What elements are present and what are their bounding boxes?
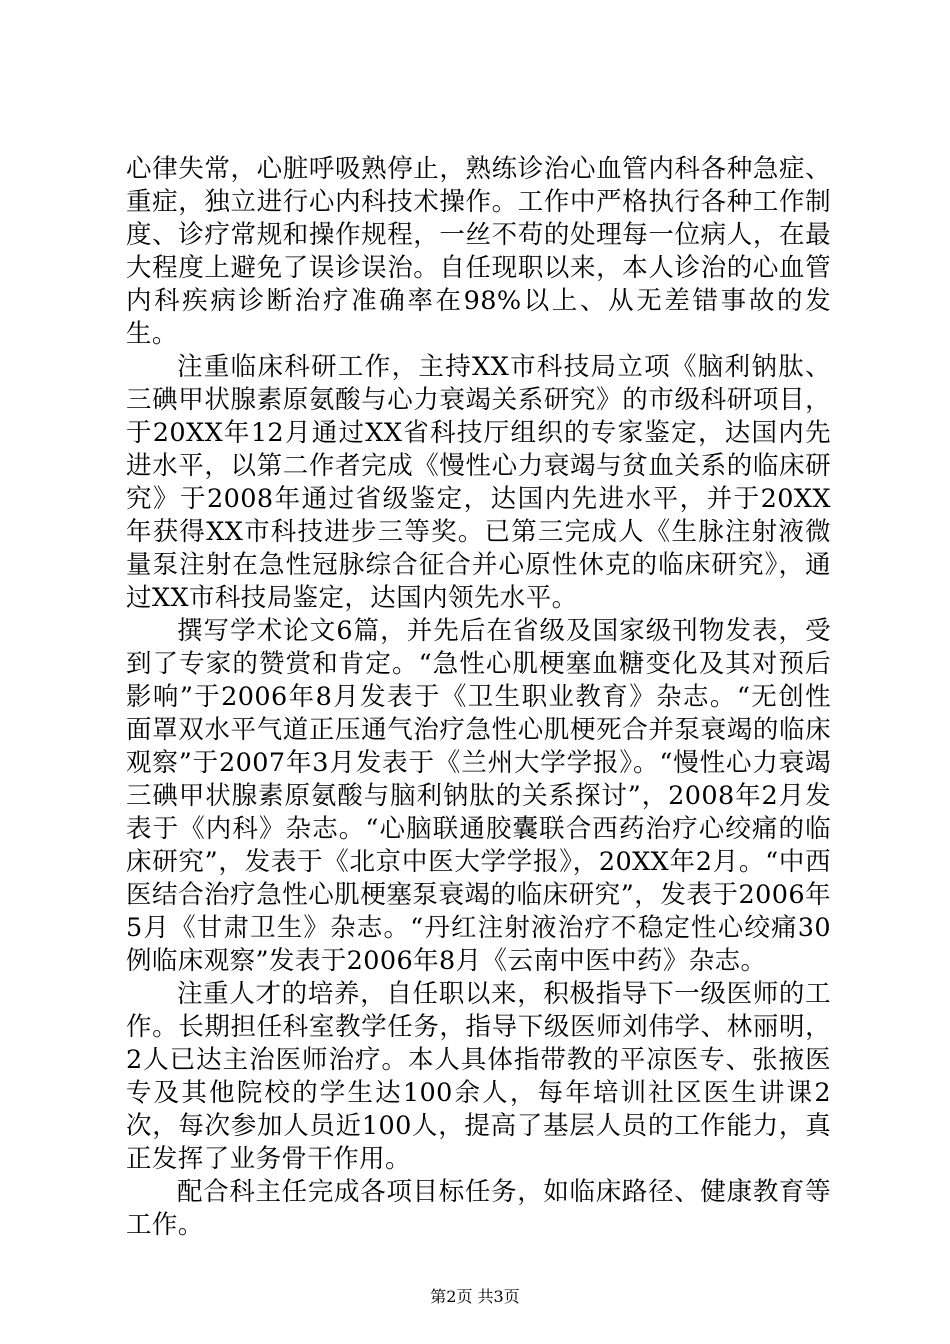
- paragraph-cooperation: 配合科主任完成各项目标任务，如临床路径、健康教育等工作。: [126, 1177, 831, 1240]
- page-number-label: 第2页 共3页: [430, 1287, 520, 1306]
- paragraph-research: 注重临床科研工作，主持XX市科技局立项《脑利钠肽、三碘甲状腺素原氨酸与心力衰竭关系研究》的市级科研项目，于20XX年12月通过XX省科技厅组织的专家鉴定，达国内先进水平，以第二作者完成《慢性心力衰竭与贫血关系的临床研究》于2008年通过省级鉴定，达国内先进水平，并于20XX年获得XX市科技进步三等奖。已第三完成人《生脉注射液微量泵注射在急性冠脉综合征合并心原性休克的临床研究》，通过XX市科技局鉴定，达国内领先水平。: [126, 352, 831, 613]
- paragraph-continuation: 心律失常，心脏呼吸熟停止，熟练诊治心血管内科各种急症、重症，独立进行心内科技术操作。工作中严格执行各种工作制度、诊疗常规和操作规程，一丝不苟的处理每一位病人，在最大程度上避免了误诊误治。自任现职以来，本人诊治的心血管内科疾病诊断治疗准确率在98%以上、从无差错事故的发生。: [126, 154, 831, 349]
- paragraph-training: 注重人才的培养，自任职以来，积极指导下一级医师的工作。长期担任科室教学任务，指导下级医师刘伟学、林丽明，2人已达主治医师治疗。本人具体指带教的平凉医专、张掖医专及其他院校的学生达100余人，每年培训社区医生讲课2次，每次参加人员近100人，提高了基层人员的工作能力，真正发挥了业务骨干作用。: [126, 979, 831, 1174]
- page-footer: [0, 1287, 950, 1307]
- paragraph-publications: 撰写学术论文6篇，并先后在省级及国家级刊物发表，受到了专家的赞赏和肯定。“急性心肌梗塞血糖变化及其对预后影响”于2006年8月发表于《卫生职业教育》杂志。“无创性面罩双水平气道正压通气治疗急性心肌梗死合并泵衰竭的临床观察”于2007年3月发表于《兰州大学学报》。“慢性心力衰竭三碘甲状腺素原氨酸与脑利钠肽的关系探讨”，2008年2月发表于《内科》杂志。“心脑联通胶囊联合西药治疗心绞痛的临床研究”，发表于《北京中医大学学报》，20XX年2月。“中西医结合治疗急性心肌梗塞泵衰竭的临床研究”，发表于2006年5月《甘肃卫生》杂志。“丹红注射液治疗不稳定性心绞痛30例临床观察”发表于2006年8月《云南中医中药》杂志。: [126, 616, 831, 976]
- document-body: [126, 153, 831, 1242]
